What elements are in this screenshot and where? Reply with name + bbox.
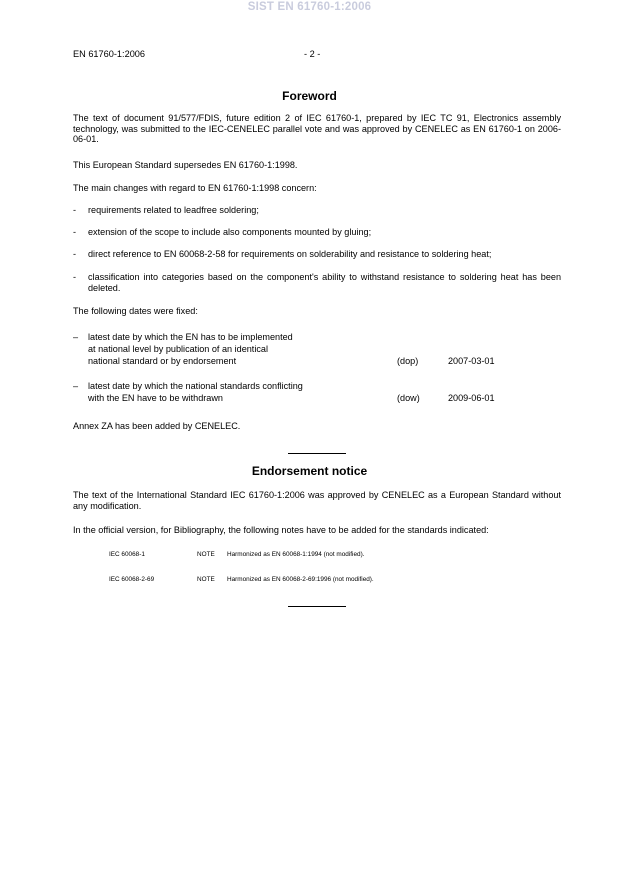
- date-text-line: at national level by publication of an identical: [88, 344, 268, 354]
- date-text-line: latest date by which the EN has to be implemented: [88, 332, 293, 342]
- date-value: 2007-03-01: [448, 356, 495, 366]
- date-text-line: latest date by which the national standards conflicting: [88, 381, 303, 391]
- note-text: Harmonized as EN 60068-1:1994 (not modified).: [227, 551, 365, 558]
- endorsement-text: The text of the International Standard IEC 61760-1:2006 was approved by CENELEC as a European Standard without any modification.: [73, 490, 561, 511]
- date-code: (dop): [397, 356, 419, 366]
- date-value: 2009-06-01: [448, 393, 495, 403]
- change-item: classification into categories based on the component's ability to withstand resistance to soldering heat has been deleted.: [88, 272, 561, 293]
- bullet-marker: -: [73, 205, 77, 215]
- bullet-marker: -: [73, 227, 77, 237]
- bullet-marker: -: [73, 272, 77, 282]
- change-item: direct reference to EN 60068-2-58 for requirements on solderability and resistance to soldering heat;: [88, 249, 492, 259]
- date-code: (dow): [397, 393, 420, 403]
- endorsement-title: Endorsement notice: [251, 464, 368, 478]
- date-marker: –: [73, 381, 79, 391]
- foreword-annex: Annex ZA has been added by CENELEC.: [73, 421, 241, 431]
- date-marker: –: [73, 332, 79, 342]
- bibliography-intro: In the official version, for Bibliography, the following notes have to be added for the standards indicated:: [73, 525, 489, 535]
- header-page-number: - 2 -: [304, 49, 321, 59]
- watermark: SIST EN 61760-1:2006: [247, 1, 372, 13]
- foreword-title: Foreword: [282, 89, 337, 103]
- header-doc-id: EN 61760-1:2006: [73, 49, 146, 59]
- foreword-supersedes: This European Standard supersedes EN 61760-1:1998.: [73, 160, 298, 170]
- note-text: Harmonized as EN 60068-2-69:1996 (not modified).: [227, 576, 374, 583]
- note-standard: IEC 60068-1: [109, 551, 145, 558]
- section-divider: [288, 453, 346, 454]
- note-standard: IEC 60068-2-69: [109, 576, 155, 583]
- date-text-line: with the EN have to be withdrawn: [88, 393, 223, 403]
- note-label: NOTE: [197, 551, 215, 558]
- foreword-changes-intro: The main changes with regard to EN 61760-1:1998 concern:: [73, 183, 317, 193]
- date-text-line: national standard or by endorsement: [88, 356, 237, 366]
- change-item: requirements related to leadfree soldering;: [88, 205, 259, 215]
- bullet-marker: -: [73, 249, 77, 259]
- change-item: extension of the scope to include also components mounted by gluing;: [88, 227, 372, 237]
- note-label: NOTE: [197, 576, 215, 583]
- section-divider: [288, 606, 346, 607]
- foreword-intro: The text of document 91/577/FDIS, future edition 2 of IEC 61760-1, prepared by IEC TC 91, Electronics assembly technology, was submitted to the IEC-CENELEC parallel vote and was approved by CENELEC as EN 61760-1 on 2006-06-01.: [73, 113, 561, 145]
- foreword-dates-intro: The following dates were fixed:: [73, 306, 198, 316]
